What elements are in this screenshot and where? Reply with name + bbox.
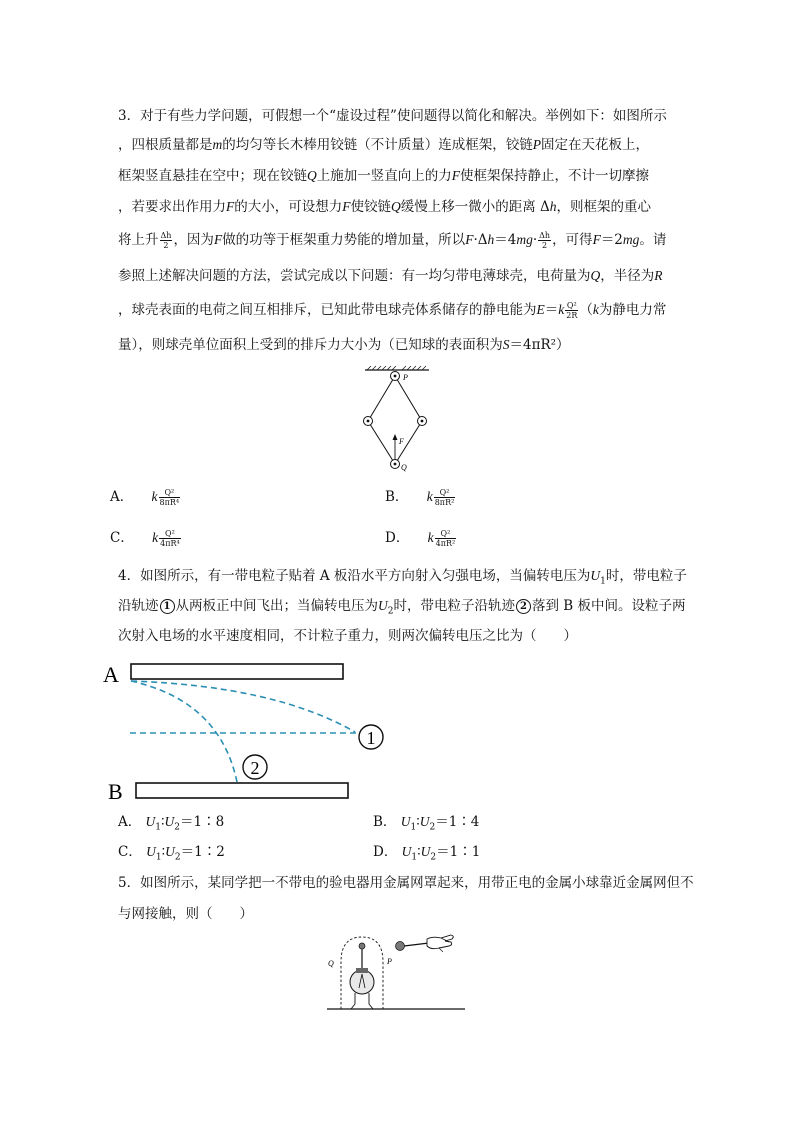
fraction-num: Δh [539, 231, 551, 240]
insulating-rod [404, 943, 429, 946]
var-F: F [213, 232, 223, 247]
q3-text: 3．对于有些力学问题，可假想一个“虚设过程”使问题得以简化和解决。举例如下：如图所示 [118, 108, 667, 124]
q3-text: ，若要求出作用力 [118, 199, 226, 215]
rod [368, 421, 395, 464]
fraction-num: Q² [434, 488, 456, 498]
colon: ∶ [161, 814, 165, 830]
subscript: 1 [411, 852, 418, 863]
q3-line-6 [118, 266, 663, 286]
colon: ∶ [161, 844, 166, 860]
plate-a [131, 664, 343, 679]
var-F: F [342, 199, 351, 214]
var-U: U [420, 844, 431, 859]
trajectory-2 [131, 681, 237, 782]
q3-text: ＝2 [600, 232, 623, 248]
option-label: B． [385, 489, 409, 505]
label-Q: Q [328, 959, 334, 968]
var-k: k [558, 302, 565, 317]
q4-text: 落到 B 板中间。设粒子两 [531, 598, 686, 614]
electroscope-diagram [325, 932, 470, 1017]
q3-line-3 [118, 166, 649, 186]
var-k: k [151, 489, 158, 504]
fraction [435, 529, 457, 548]
var-k: k [426, 489, 433, 504]
var-k: k [592, 302, 599, 317]
q3-text: ＝4πR²） [509, 337, 570, 353]
ratio: ＝1∶1 [436, 844, 481, 860]
option-label: D． [373, 844, 398, 860]
electroscope-knob [359, 943, 365, 949]
fraction [434, 488, 456, 507]
q4-option-d[interactable] [373, 842, 480, 868]
var-U: U [400, 814, 411, 829]
var-mg: mg [516, 232, 533, 247]
circled-number: 1 [160, 599, 175, 614]
option-label: D． [385, 530, 410, 546]
fraction-den: 4πR⁴ [160, 539, 180, 548]
subscript: 1 [410, 822, 417, 833]
q3-option-b[interactable] [385, 487, 456, 507]
var-S: S [502, 337, 510, 352]
q4-text: 时，带电粒子 [605, 568, 687, 584]
q3-text: 量），则球壳单位面积上受到的排斥力大小为（已知球的表面积为 [118, 337, 503, 353]
var-F: F [226, 199, 235, 214]
colon: ∶ [417, 844, 421, 860]
var-F: F [465, 232, 474, 247]
q3-text: ＝4 [494, 232, 517, 248]
electroscope-body [350, 970, 374, 994]
charged-ball [396, 942, 405, 951]
q4-text: 时，带电粒子沿轨迹 [393, 598, 515, 614]
frame-diagram [355, 364, 445, 474]
option-label: A． [110, 489, 134, 505]
fraction-den: 2 [163, 241, 169, 250]
fraction-den: 8πR² [434, 498, 455, 507]
q3-text: 缓慢上移一微小的距离 Δ [400, 199, 550, 215]
subscript: 2 [387, 606, 394, 617]
q3-line-2 [118, 135, 649, 155]
label-P: P [403, 373, 408, 382]
q3-text: 的均匀等长木棒用铰链（不计质量）连成框架，铰链 [222, 137, 533, 153]
q4-option-c[interactable] [118, 842, 225, 868]
q3-text: 。请 [639, 232, 667, 248]
var-Q: Q [590, 268, 601, 283]
q4-option-b[interactable] [373, 812, 479, 838]
subscript: 2 [174, 852, 181, 863]
var-F: F [592, 232, 601, 247]
fraction-den: 4πR² [435, 539, 456, 548]
var-E: E [536, 302, 545, 317]
q3-text: ，因为 [173, 232, 214, 248]
fraction-num: Q² [159, 488, 181, 498]
q4-text: 沿轨迹 [118, 598, 159, 614]
q3-text: 使框架保持静止，不计一切摩擦 [460, 168, 649, 184]
q3-text: ，半径为 [600, 268, 655, 284]
var-U: U [146, 844, 156, 859]
fraction-num: Δh [160, 231, 172, 240]
q4-line-2 [118, 596, 686, 622]
option-label: A． [118, 814, 142, 830]
subscript: 2 [174, 822, 181, 833]
option-label: B． [373, 814, 397, 830]
var-F: F [451, 168, 460, 183]
label-A: A [103, 662, 119, 687]
option-label: C． [118, 844, 142, 860]
rod [368, 376, 395, 421]
q5-line-1 [118, 873, 694, 893]
fraction [159, 529, 181, 548]
rod [395, 376, 422, 421]
ratio: ＝1∶4 [435, 814, 480, 830]
fraction-den: 8πR⁴ [159, 498, 180, 507]
var-k: k [427, 530, 434, 545]
fraction-num: Q² [435, 529, 457, 539]
fraction [565, 301, 578, 320]
hand [427, 935, 453, 949]
q3-option-d[interactable] [385, 528, 457, 548]
ceiling-hatch [367, 366, 426, 370]
trajectory-1 [131, 681, 355, 732]
q3-text: ＝ [544, 302, 559, 318]
var-U: U [378, 598, 388, 613]
q3-text: 的大小，可设想力 [234, 199, 343, 215]
q4-line-1 [118, 566, 687, 592]
subscript: 1 [155, 822, 162, 833]
q3-text: · [532, 232, 538, 248]
var-R: R [654, 268, 663, 283]
var-Q: Q [391, 199, 401, 214]
circled-number: 2 [516, 599, 531, 614]
q5-text: 与网接触，则（ ） [118, 906, 253, 922]
q3-text: ，四根质量都是 [118, 137, 213, 153]
q3-text: 将上升 [118, 232, 159, 248]
q3-line-1 [118, 106, 667, 126]
subscript: 2 [429, 822, 436, 833]
var-U: U [419, 814, 430, 829]
q3-line-5 [118, 230, 666, 250]
q3-text: ·Δ [473, 232, 488, 248]
fraction-num: Q² [566, 301, 577, 310]
var-m: m [212, 137, 223, 152]
var-mg: mg [622, 232, 640, 247]
ratio: ＝1∶2 [180, 844, 225, 860]
stopper [356, 968, 368, 973]
stand [351, 993, 373, 1009]
q3-text: ，可得 [552, 232, 593, 248]
q4-text: 从两板正中间飞出；当偏转电压为 [175, 598, 378, 614]
label-F: F [399, 437, 404, 446]
var-U: U [401, 844, 412, 859]
q3-line-4 [118, 197, 651, 217]
var-U: U [145, 814, 156, 829]
var-h: h [487, 232, 495, 247]
q4-line-3 [118, 626, 577, 646]
q4-text: 次射入电场的水平速度相同，不计粒子重力，则两次偏转电压之比为（ ） [118, 628, 577, 644]
q3-option-c[interactable] [110, 528, 182, 548]
label-Q: Q [401, 463, 407, 472]
subscript: 1 [600, 576, 606, 587]
q3-text: 使铰链 [350, 199, 391, 215]
q3-text: 做的功等于框架重力势能的增加量，所以 [222, 232, 466, 248]
subscript: 1 [155, 852, 162, 863]
q3-text: 框架竖直悬挂在空中；现在铰链 [118, 168, 307, 184]
var-U: U [590, 568, 601, 583]
var-Q: Q [307, 168, 317, 183]
fraction-num: Q² [159, 529, 181, 539]
q3-text: 上施加一竖直向上的力 [316, 168, 452, 184]
q3-text: ，球壳表面的电荷之间互相排斥，已知此带电球壳体系储存的静电能为 [118, 302, 537, 318]
q4-text: 4．如图所示，有一带电粒子贴着 A 板沿水平方向射入匀强电场，当偏转电压为 [118, 568, 591, 584]
plate-b [136, 783, 348, 798]
option-label: C． [110, 530, 134, 546]
fraction [159, 488, 181, 507]
q3-line-7 [118, 300, 666, 320]
var-U: U [164, 814, 175, 829]
marker-1-text: 1 [366, 728, 376, 748]
var-h: h [549, 199, 557, 214]
q3-text: ，则框架的重心 [556, 199, 652, 215]
var-k: k [152, 530, 159, 545]
fraction [160, 231, 173, 250]
var-U: U [165, 844, 175, 859]
q3-text: 为静电力常 [598, 302, 667, 318]
ratio: ＝1∶8 [180, 814, 225, 830]
label-P: P [387, 957, 392, 966]
q3-option-a[interactable] [110, 487, 181, 507]
force-arrowhead [393, 434, 398, 440]
q5-text: 5．如图所示，某同学把一不带电的验电器用金属网罩起来，用带正电的金属小球靠近金属网但不 [118, 875, 694, 891]
deflection-diagram [100, 656, 400, 806]
q5-line-2 [118, 904, 253, 924]
colon: ∶ [416, 814, 420, 830]
var-P: P [532, 137, 541, 152]
fraction-den: 2 [542, 241, 548, 250]
subscript: 2 [430, 852, 437, 863]
q4-option-a[interactable] [118, 812, 224, 838]
q3-line-8 [118, 335, 570, 355]
marker-2-text: 2 [250, 758, 260, 778]
fraction-den: 2R [566, 311, 578, 320]
q3-text: （ [579, 302, 593, 318]
label-B: B [108, 779, 123, 804]
q3-text: 固定在天花板上， [541, 137, 649, 153]
fraction [538, 231, 551, 250]
q3-text: 参照上述解决问题的方法，尝试完成以下问题：有一均匀带电薄球壳，电荷量为 [118, 268, 591, 284]
